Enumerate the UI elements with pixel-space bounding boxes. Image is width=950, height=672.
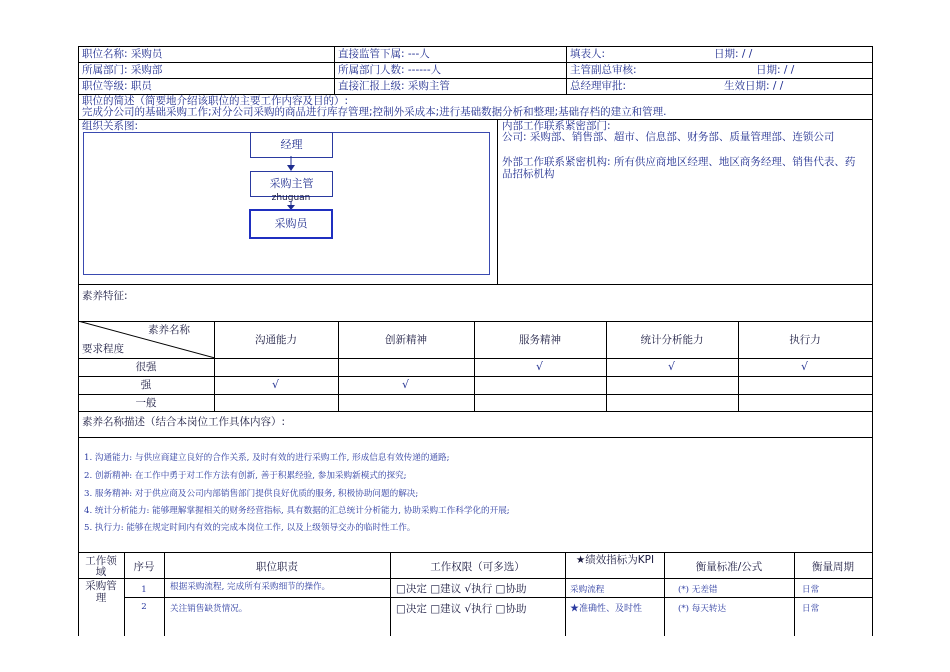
filled-by: 填表人: bbox=[570, 48, 606, 60]
diagonal-header-bottom: 要求程度 bbox=[82, 343, 124, 355]
duty-auth: □决定 □建议 √执行 □协助 bbox=[396, 603, 527, 615]
description-item: 4. 统计分析能力: 能够理解掌握相关的财务经营指标, 具有数据的汇总统计分析能力, 协助采购工作科学化的开展; bbox=[84, 506, 510, 516]
arrow-down-icon bbox=[285, 156, 297, 172]
direct-supervisor: 直接汇报上级: 采购主管 bbox=[338, 80, 450, 92]
external-contacts: 外部工作联系紧密机构: 所有供应商地区经理、地区商务经理、销售代表、药品招标机构 bbox=[502, 156, 856, 180]
duty-header-standard: 衡量标准/公式 bbox=[695, 561, 763, 573]
check-mark: √ bbox=[801, 360, 809, 373]
check-mark: √ bbox=[668, 360, 676, 373]
gm-approval: 总经理审批: bbox=[570, 80, 627, 92]
duty-period: 日常 bbox=[802, 585, 820, 595]
row-line bbox=[78, 46, 872, 47]
supervisor-pinyin: zhuguan bbox=[271, 193, 311, 203]
check-mark: √ bbox=[536, 360, 544, 373]
position-level: 职位等级: 职员 bbox=[82, 80, 152, 92]
row-line bbox=[78, 394, 872, 395]
duty-header-area: 工作领域 bbox=[85, 555, 117, 578]
department-headcount: 所属部门人数: ------人 bbox=[338, 64, 442, 76]
quality-header: 沟通能力 bbox=[255, 334, 297, 346]
duty-no: 1 bbox=[141, 585, 147, 595]
internal-contacts: 公司: 采购部、销售部、超市、信息部、财务部、质量管理部、连锁公司 bbox=[502, 131, 835, 143]
duty-header-kpi: ★绩效指标为KPI bbox=[575, 554, 655, 566]
col-line bbox=[497, 119, 498, 284]
department: 所属部门: 采购部 bbox=[82, 64, 163, 76]
description-item: 2. 创新精神: 在工作中勇于对工作方法有创新, 善于积累经验, 参加采购新模式的探究; bbox=[84, 471, 407, 481]
row-line bbox=[78, 119, 872, 120]
duty-text: 根据采购流程, 完成所有采购细节的操作。 bbox=[170, 582, 331, 592]
quality-header: 创新精神 bbox=[385, 334, 427, 346]
level-label: 强 bbox=[140, 379, 152, 391]
col-line bbox=[334, 46, 335, 94]
quality-header: 统计分析能力 bbox=[640, 334, 704, 346]
row-line bbox=[78, 376, 872, 377]
row-line bbox=[78, 358, 872, 359]
row-line bbox=[78, 284, 872, 285]
duty-standard: (*) 无差错 bbox=[678, 585, 718, 595]
summary-label: 职位的简述（简要地介绍该职位的主要工作内容及目的）: bbox=[82, 95, 349, 107]
table-border bbox=[872, 46, 873, 636]
review-date: 日期: / / bbox=[756, 64, 795, 76]
org-node-supervisor: 采购主管 bbox=[250, 171, 333, 197]
row-line bbox=[124, 597, 872, 598]
duty-no: 2 bbox=[141, 602, 147, 612]
row-line bbox=[78, 552, 872, 553]
summary-text: 完成分公司的基础采购工作;对分公司采购的商品进行库存管理;控制外采成本;进行基础数据分析和整理;基础存档的建立和管理. bbox=[82, 106, 667, 118]
org-node-buyer: 采购员 bbox=[249, 209, 333, 239]
duty-area: 采购管理 bbox=[85, 580, 117, 604]
internal-contacts-label: 内部工作联系紧密部门: bbox=[502, 120, 611, 132]
duty-header-no: 序号 bbox=[133, 561, 155, 573]
duty-header-duty: 职位职责 bbox=[256, 561, 298, 573]
duty-kpi: ★准确性、及时性 bbox=[570, 604, 643, 614]
direct-reports: 直接监管下属: ---人 bbox=[338, 48, 430, 60]
level-label: 一般 bbox=[135, 397, 157, 409]
col-line bbox=[565, 552, 566, 636]
duty-kpi: 采购流程 bbox=[570, 585, 605, 595]
description-item: 1. 沟通能力: 与供应商建立良好的合作关系, 及时有效的进行采购工作, 形成信息有效传递的通路; bbox=[84, 453, 450, 463]
fill-date: 日期: / / bbox=[714, 48, 753, 60]
row-line bbox=[78, 62, 872, 63]
position-name: 职位名称: 采购员 bbox=[82, 48, 163, 60]
row-line bbox=[78, 78, 872, 79]
duty-text: 关注销售缺货情况。 bbox=[170, 604, 248, 614]
check-mark: √ bbox=[272, 378, 280, 391]
vp-review: 主管副总审核: bbox=[570, 64, 637, 76]
effective-date: 生效日期: / / bbox=[724, 80, 784, 92]
row-line bbox=[78, 437, 872, 438]
duty-auth: □决定 □建议 √执行 □协助 bbox=[396, 583, 527, 595]
col-line bbox=[566, 46, 567, 94]
description-item: 3. 服务精神: 对于供应商及公司内部销售部门提供良好优质的服务, 积极协助问题的解决; bbox=[84, 489, 419, 499]
quality-header: 执行力 bbox=[789, 334, 821, 346]
quality-header: 服务精神 bbox=[519, 334, 561, 346]
check-mark: √ bbox=[402, 378, 410, 391]
org-node-manager: 经理 bbox=[250, 132, 333, 158]
duty-period: 日常 bbox=[802, 604, 820, 614]
row-line bbox=[78, 578, 872, 579]
descriptions-label: 素养名称描述（结合本岗位工作具体内容）: bbox=[82, 416, 286, 428]
description-item: 5. 执行力: 能够在规定时间内有效的完成本岗位工作, 以及上级领导交办的临时性工作。 bbox=[84, 523, 416, 533]
qualities-label: 素养特征: bbox=[82, 290, 128, 302]
row-line bbox=[78, 411, 872, 412]
diagonal-header-top: 素养名称 bbox=[148, 324, 190, 336]
level-label: 很强 bbox=[135, 361, 157, 373]
org-chart-label: 组织关系图: bbox=[82, 120, 139, 132]
duty-header-period: 衡量周期 bbox=[812, 561, 854, 573]
duty-standard: (*) 每天转达 bbox=[678, 604, 727, 614]
duty-header-auth: 工作权限（可多选） bbox=[430, 561, 525, 573]
